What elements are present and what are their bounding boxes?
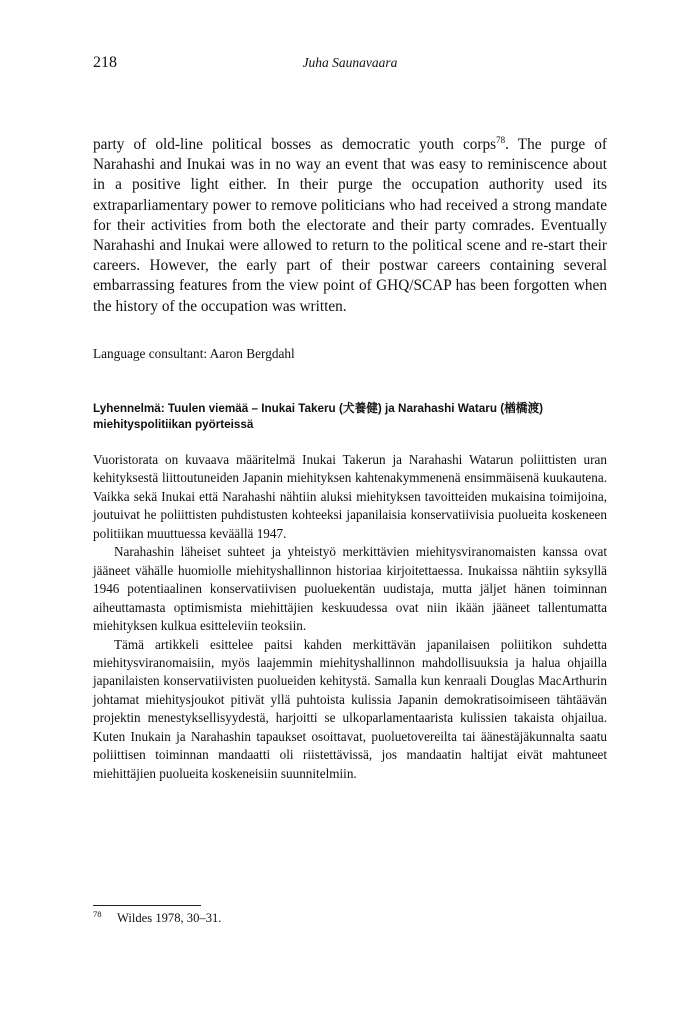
running-head-author: Juha Saunavaara (302, 55, 398, 70)
summary-paragraph: Tämä artikkeli esittelee paitsi kahden merkittävän japanilaisen poliitikon suhdetta miehitysviranomaisiin, myös laajemmin miehityshallinnon mahdollisuuksia ja halua ohjailla japanilaisten konservatiivisten puolueiden kehitystä. Samalla kun kenraali Douglas MacArthurin johtamat miehitysjoukot pitivät yllä puhtoista kulissia Japanin demokratisoimiseen tähtäävän projektin menestyksellisyydestä, harjoitti se ulkoparlamentaarista kulissien takaista ohjailua. Kuten Inukain ja Narahashin tapaukset osoittavat, puoluetovereilta tai äänestäjäkunnalta saatu poliittisen toiminnan mandaatti oli riistettävissä, jos mandaatin haltijat eivät mahtuneet miehittäjien puolueita koskeneisiin suunnitelmiin. (93, 636, 607, 781)
page-number: 218 (93, 54, 117, 71)
page-header (93, 54, 607, 74)
summary-paragraph: Narahashin läheiset suhteet ja yhteistyö merkittävien miehitysviranomaisten kanssa ovat jääneet vähälle huomiolle miehityshallinnon historiaa kirjoitettaessa. Inukaissa nähtiin syksyllä 1946 potentiaalinen konservatiivisen puoluekentän uudistaja, mutta jäljet hänen toiminnan aiheuttamasta optimismista miehittäjien keskuudessa ovat niin ikään jääneet tallentumatta miehityksen kulkua esitteleviin teoksiin. (93, 544, 607, 634)
footnote-reference: 78 (496, 135, 506, 145)
language-consultant: Language consultant: Aaron Bergdahl (93, 346, 295, 361)
body-text-part1: party of old-line political bosses as democratic youth corps (93, 136, 497, 153)
summary-heading: Lyhennelmä: Tuulen viemää – Inukai Takeru (犬養健) ja Narahashi Wataru (楢橋渡) miehityspolitiikan pyörteissä (93, 402, 544, 431)
footnote-marker: 78 (93, 909, 102, 919)
footnote-text: Wildes 1978, 30–31. (117, 911, 222, 925)
body-paragraph (93, 135, 607, 317)
summary-section (93, 451, 607, 783)
body-text-part2: . The purge of Narahashi and Inukai was in no way an event that was easy to reminiscence about in a positive light either. In their purge the occupation authority used its extraparliamentary power to remove politicians who had received a strong mandate for their activities from both the electorate and their party comrades. Eventually Narahashi and Inukai were allowed to return to the political scene and re-start their careers. However, the early part of their postwar careers containing several embarrassing features from the view point of GHQ/SCAP has been forgotten when the history of the occupation was written. (93, 136, 607, 315)
summary-paragraph: Vuoristorata on kuvaava määritelmä Inukai Takerun ja Narahashi Watarun poliittisten uran kehityksestä liittoutuneiden Japanin miehityksen kahtenakymmenenä ensimmäisenä kuukautena. Vaikka sekä Inukai että Narahashi nähtiin aluksi miehityksen tavoitteiden mukaisina toimijoina, joutuivat he poliittisten puhdistusten kohteeksi japanilaisia konservatiivisia puolueita koskeneen politiikan muuttuessa keväällä 1947. (93, 452, 607, 541)
footnote-divider (93, 905, 201, 906)
